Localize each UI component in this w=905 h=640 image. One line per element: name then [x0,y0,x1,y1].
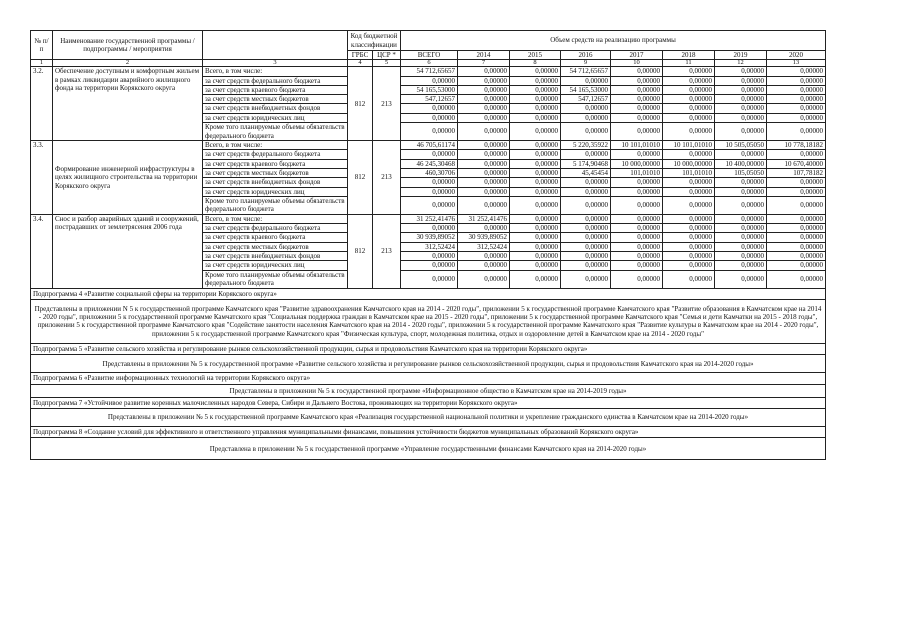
amount-cell: 0,00000 [611,76,663,85]
amount-cell: 0,00000 [715,224,767,233]
amount-cell: 460,30706 [401,168,458,177]
amount-cell: 0,00000 [561,261,611,270]
section-number: 3.2. [31,67,53,141]
amount-cell: 0,00000 [510,159,561,168]
amount-cell: 5 220,35922 [561,141,611,150]
subprogram-body-row [31,355,826,373]
amount-cell: 0,00000 [663,196,715,214]
amount-cell: 0,00000 [715,261,767,270]
subprogram-description: Представлены в приложении № 5 к государственной программе «Информационное общество в Камчатском крае на 2014-2019 годы» [31,384,826,397]
subprogram-title: Подпрограмма 4 «Развитие социальной сферы на территории Корякского округа» [31,288,826,299]
subprogram-title-row [31,397,826,408]
subprogram-body-row [31,438,826,460]
amount-cell: 10 670,40000 [767,159,826,168]
amount-cell: 312,52424 [401,242,458,251]
amount-cell: 0,00000 [715,187,767,196]
amount-cell: 0,00000 [561,104,611,113]
grbs-code: 812 [348,67,373,141]
amount-cell: 0,00000 [510,261,561,270]
column-number: 8 [510,60,561,67]
amount-cell: 0,00000 [458,168,510,177]
amount-cell: 31 252,41476 [458,214,510,223]
amount-cell: 0,00000 [561,150,611,159]
amount-cell: 0,00000 [611,67,663,76]
amount-cell: 46 705,61174 [401,141,458,150]
amount-cell: 0,00000 [663,233,715,242]
amount-cell: 0,00000 [458,95,510,104]
amount-cell: 0,00000 [663,104,715,113]
amount-cell: 0,00000 [663,85,715,94]
funding-source-label: Кроме того планируемые объемы обязательств федерального бюджета [203,196,348,214]
amount-cell: 0,00000 [458,252,510,261]
amount-cell: 0,00000 [611,242,663,251]
subprogram-description: Представлены в приложении № 5 к государственной программе Камчатского края «Реализация государственной национальной политики и укрепление гражданского единства в Камчатском крае на 2014-2020 годы» [31,409,826,427]
funding-source-label: за счет средств внебюджетных фондов [203,104,348,113]
header-year: 2017 [611,51,663,60]
amount-cell: 0,00000 [561,233,611,242]
amount-cell: 0,00000 [663,270,715,288]
amount-cell: 0,00000 [715,252,767,261]
funding-source-label: Кроме того планируемые объемы обязательств федерального бюджета [203,123,348,141]
header-year: 2020 [767,51,826,60]
amount-cell: 0,00000 [611,233,663,242]
amount-cell: 0,00000 [458,85,510,94]
header-year: 2018 [663,51,715,60]
amount-cell: 54 712,65657 [401,67,458,76]
amount-cell: 0,00000 [767,113,826,122]
header-year: ВСЕГО [401,51,458,60]
csr-code: 213 [373,141,401,215]
amount-cell: 10 101,01010 [663,141,715,150]
subprogram-title-row [31,343,826,354]
subprogram-title: Подпрограмма 8 «Создание условий для эффективного и ответственного управления муниципальными финансами, повышения устойчивости бюджетов муниципальных образований Корякского округа» [31,427,826,438]
amount-cell: 0,00000 [767,67,826,76]
funding-row [31,67,826,76]
amount-cell: 0,00000 [561,224,611,233]
amount-cell: 0,00000 [663,187,715,196]
header-volume: Объем средств на реализацию программы [401,31,826,51]
funding-row [31,141,826,150]
amount-cell: 0,00000 [767,224,826,233]
amount-cell: 0,00000 [458,159,510,168]
amount-cell: 0,00000 [401,224,458,233]
amount-cell: 0,00000 [663,224,715,233]
csr-code: 213 [373,214,401,288]
amount-cell: 0,00000 [458,150,510,159]
amount-cell: 0,00000 [458,67,510,76]
amount-cell: 0,00000 [663,123,715,141]
amount-cell: 0,00000 [767,233,826,242]
amount-cell: 0,00000 [767,242,826,251]
funding-source-label: за счет средств федерального бюджета [203,150,348,159]
amount-cell: 0,00000 [401,252,458,261]
amount-cell: 0,00000 [458,113,510,122]
amount-cell: 547,12657 [561,95,611,104]
header-code: Код бюджетной классификации [348,31,401,51]
amount-cell: 0,00000 [611,196,663,214]
amount-cell: 30 939,89052 [458,233,510,242]
funding-source-label: за счет средств краевого бюджета [203,233,348,242]
amount-cell: 0,00000 [401,187,458,196]
amount-cell: 0,00000 [458,104,510,113]
header-year: 2019 [715,51,767,60]
amount-cell: 0,00000 [401,270,458,288]
amount-cell: 0,00000 [561,76,611,85]
subprogram-body-row [31,409,826,427]
subprogram-description: Представлены в приложении № 5 к государственной программе «Развитие сельского хозяйства и регулирование рынков сельскохозяйственной продукции, сырья и продовольствия Камчатского края на 2014-2020 годы» [31,355,826,373]
column-number-row [31,60,826,67]
amount-cell: 0,00000 [561,270,611,288]
header-year: 2014 [458,51,510,60]
grbs-code: 812 [348,214,373,288]
amount-cell: 0,00000 [458,187,510,196]
amount-cell: 0,00000 [510,233,561,242]
amount-cell: 0,00000 [611,224,663,233]
amount-cell: 0,00000 [510,214,561,223]
amount-cell: 5 174,90468 [561,159,611,168]
amount-cell: 0,00000 [458,178,510,187]
amount-cell: 0,00000 [663,95,715,104]
funding-source-label: за счет средств внебюджетных фондов [203,252,348,261]
amount-cell: 0,00000 [561,187,611,196]
header-no: № п/п [31,31,53,60]
amount-cell: 0,00000 [715,242,767,251]
amount-cell: 0,00000 [510,242,561,251]
amount-cell: 312,52424 [458,242,510,251]
amount-cell: 30 939,89052 [401,233,458,242]
amount-cell: 0,00000 [715,95,767,104]
subprogram-description: Представлены в приложении N 5 к государственной программе Камчатского края "Развитие здравоохранения Камчатского края на 2014 - 2020 годы", приложении 5 к государственной программе Камчатского края "Развитие образования в Камчатском крае на 2014 - 2020 годы", приложении 5 к государственной программе Камчатского края "Социальная поддержка граждан в Камчатском крае на 2015 - 2020 годы", приложении 5 к государственной программе Камчатского края "Семья и дети Камчатки на 2015 - 2018 годы", приложении 5 к государственной программе Камчатского края "Содействие занятости населения Камчатского края на 2014 - 2020 годы", приложении 5 к государственной программе Камчатского края "Развитие культуры в Камчатском крае на 2014 - 2020 годы", приложении 5 к государственной программе Камчатского края "Физическая культура, спорт, молодежная политика, отдых и оздоровление детей в Камчатском крае на 2014 - 2020 годы" [31,299,826,343]
amount-cell: 0,00000 [401,113,458,122]
amount-cell: 0,00000 [715,196,767,214]
amount-cell: 0,00000 [611,252,663,261]
column-number: 11 [663,60,715,67]
section-name: Формирование инженерной инфраструктуры в целях жилищного строительства на территории Корякского округа [53,141,203,215]
amount-cell: 0,00000 [510,67,561,76]
amount-cell: 0,00000 [510,76,561,85]
amount-cell: 0,00000 [561,214,611,223]
header-source [203,31,348,60]
amount-cell: 0,00000 [510,95,561,104]
amount-cell: 0,00000 [510,141,561,150]
section-name: Обеспечение доступным и комфортным жильем в рамках ликвидации аварийного жилищного фонда на территории Корякского округа [53,67,203,141]
section-number: 3.4. [31,214,53,288]
amount-cell: 0,00000 [767,252,826,261]
subprogram-title: Подпрограмма 5 «Развитие сельского хозяйства и регулирование рынков сельскохозяйственной продукции, сырья и продовольствия Камчатского края на территории Корякского округа» [31,343,826,354]
amount-cell: 0,00000 [663,67,715,76]
csr-code: 213 [373,67,401,141]
column-number: 3 [203,60,348,67]
amount-cell: 0,00000 [458,123,510,141]
amount-cell: 10 400,00000 [715,159,767,168]
amount-cell: 0,00000 [715,113,767,122]
column-number: 2 [53,60,203,67]
amount-cell: 0,00000 [767,95,826,104]
amount-cell: 0,00000 [611,123,663,141]
amount-cell: 0,00000 [715,270,767,288]
amount-cell: 10 778,18182 [767,141,826,150]
amount-cell: 0,00000 [510,270,561,288]
amount-cell: 0,00000 [458,196,510,214]
amount-cell: 0,00000 [401,150,458,159]
amount-cell: 0,00000 [767,196,826,214]
grbs-code: 812 [348,141,373,215]
amount-cell: 0,00000 [510,224,561,233]
section-number: 3.3. [31,141,53,215]
column-number: 7 [458,60,510,67]
amount-cell: 107,78182 [767,168,826,177]
amount-cell: 0,00000 [401,178,458,187]
amount-cell: 0,00000 [611,261,663,270]
amount-cell: 0,00000 [715,233,767,242]
amount-cell: 0,00000 [611,178,663,187]
amount-cell: 0,00000 [715,123,767,141]
amount-cell: 105,05050 [715,168,767,177]
amount-cell: 0,00000 [767,270,826,288]
subprogram-title-row [31,288,826,299]
subprogram-title: Подпрограмма 7 «Устойчивое развитие коренных малочисленных народов Севера, Сибири и Дальнего Востока, проживающих на территории Корякского округа» [31,397,826,408]
funding-source-label: за счет средств юридических лиц [203,261,348,270]
column-number: 5 [373,60,401,67]
amount-cell: 0,00000 [611,104,663,113]
column-number: 9 [561,60,611,67]
amount-cell: 0,00000 [663,76,715,85]
amount-cell: 0,00000 [611,270,663,288]
header-grbs: ГРБС [348,51,373,60]
amount-cell: 0,00000 [561,252,611,261]
amount-cell: 0,00000 [611,150,663,159]
amount-cell: 0,00000 [510,196,561,214]
amount-cell: 0,00000 [767,214,826,223]
amount-cell: 0,00000 [510,123,561,141]
amount-cell: 0,00000 [767,85,826,94]
funding-source-label: за счет средств юридических лиц [203,113,348,122]
amount-cell: 0,00000 [663,113,715,122]
amount-cell: 0,00000 [401,104,458,113]
amount-cell: 0,00000 [767,123,826,141]
funding-source-label: Всего, в том числе: [203,214,348,223]
funding-source-label: за счет средств краевого бюджета [203,159,348,168]
header-year: 2015 [510,51,561,60]
amount-cell: 0,00000 [510,113,561,122]
funding-source-label: за счет средств местных бюджетов [203,242,348,251]
header-csr: ЦСР * [373,51,401,60]
amount-cell: 0,00000 [767,261,826,270]
header-year: 2016 [561,51,611,60]
amount-cell: 0,00000 [401,76,458,85]
header-name: Наименование государственной программы / подпрограммы / мероприятия [53,31,203,60]
amount-cell: 0,00000 [663,242,715,251]
amount-cell: 0,00000 [715,178,767,187]
amount-cell: 0,00000 [458,141,510,150]
program-funding-document [30,30,826,460]
amount-cell: 0,00000 [510,252,561,261]
amount-cell: 101,01010 [611,168,663,177]
funding-source-label: Кроме того планируемые объемы обязательств федерального бюджета [203,270,348,288]
amount-cell: 0,00000 [767,104,826,113]
amount-cell: 0,00000 [715,104,767,113]
column-number: 6 [401,60,458,67]
amount-cell: 10 505,05050 [715,141,767,150]
amount-cell: 0,00000 [715,76,767,85]
amount-cell: 0,00000 [663,261,715,270]
amount-cell: 0,00000 [611,95,663,104]
amount-cell: 0,00000 [561,196,611,214]
amount-cell: 31 252,41476 [401,214,458,223]
amount-cell: 0,00000 [561,123,611,141]
amount-cell: 0,00000 [510,150,561,159]
funding-table [30,30,826,460]
amount-cell: 0,00000 [767,150,826,159]
funding-source-label: за счет средств местных бюджетов [203,168,348,177]
amount-cell: 0,00000 [561,242,611,251]
funding-source-label: Всего, в том числе: [203,67,348,76]
amount-cell: 0,00000 [715,214,767,223]
column-number: 4 [348,60,373,67]
amount-cell: 10 101,01010 [611,141,663,150]
amount-cell: 10 000,00000 [663,159,715,168]
amount-cell: 0,00000 [561,113,611,122]
funding-source-label: за счет средств местных бюджетов [203,95,348,104]
amount-cell: 0,00000 [401,123,458,141]
amount-cell: 0,00000 [715,150,767,159]
amount-cell: 0,00000 [767,178,826,187]
subprogram-body-row [31,299,826,343]
amount-cell: 0,00000 [510,104,561,113]
amount-cell: 0,00000 [715,67,767,76]
funding-source-label: за счет средств внебюджетных фондов [203,178,348,187]
funding-source-label: за счет средств краевого бюджета [203,85,348,94]
amount-cell: 0,00000 [510,178,561,187]
column-number: 13 [767,60,826,67]
column-number: 12 [715,60,767,67]
amount-cell: 0,00000 [663,252,715,261]
amount-cell: 0,00000 [767,187,826,196]
funding-source-label: за счет средств федерального бюджета [203,76,348,85]
subprogram-title: Подпрограмма 6 «Развитие информационных технологий на территории Корякского округа» [31,373,826,384]
amount-cell: 0,00000 [458,224,510,233]
amount-cell: 0,00000 [611,113,663,122]
amount-cell: 0,00000 [611,214,663,223]
amount-cell: 0,00000 [401,261,458,270]
amount-cell: 0,00000 [611,187,663,196]
amount-cell: 0,00000 [510,187,561,196]
funding-source-label: за счет средств юридических лиц [203,187,348,196]
column-number: 1 [31,60,53,67]
subprogram-title-row [31,427,826,438]
amount-cell: 0,00000 [663,214,715,223]
amount-cell: 0,00000 [458,270,510,288]
funding-row [31,214,826,223]
amount-cell: 0,00000 [611,85,663,94]
amount-cell: 0,00000 [715,85,767,94]
amount-cell: 0,00000 [663,178,715,187]
amount-cell: 54 165,53000 [561,85,611,94]
amount-cell: 0,00000 [458,261,510,270]
amount-cell: 54 165,53000 [401,85,458,94]
amount-cell: 46 245,30468 [401,159,458,168]
amount-cell: 10 000,00000 [611,159,663,168]
funding-source-label: за счет средств федерального бюджета [203,224,348,233]
amount-cell: 0,00000 [663,150,715,159]
subprogram-body-row [31,384,826,397]
amount-cell: 0,00000 [458,76,510,85]
amount-cell: 0,00000 [561,178,611,187]
section-name: Снос и разбор аварийных зданий и сооружений, пострадавших от землетрясения 2006 года [53,214,203,288]
column-number: 10 [611,60,663,67]
subprogram-description: Представлена в приложении № 5 к государственной программе «Управление государственными финансами Камчатского края на 2014-2020 годы» [31,438,826,460]
amount-cell: 0,00000 [510,85,561,94]
amount-cell: 0,00000 [767,76,826,85]
subprogram-title-row [31,373,826,384]
amount-cell: 0,00000 [510,168,561,177]
amount-cell: 101,01010 [663,168,715,177]
amount-cell: 0,00000 [401,196,458,214]
funding-source-label: Всего, в том числе: [203,141,348,150]
amount-cell: 54 712,65657 [561,67,611,76]
amount-cell: 45,45454 [561,168,611,177]
amount-cell: 547,12657 [401,95,458,104]
